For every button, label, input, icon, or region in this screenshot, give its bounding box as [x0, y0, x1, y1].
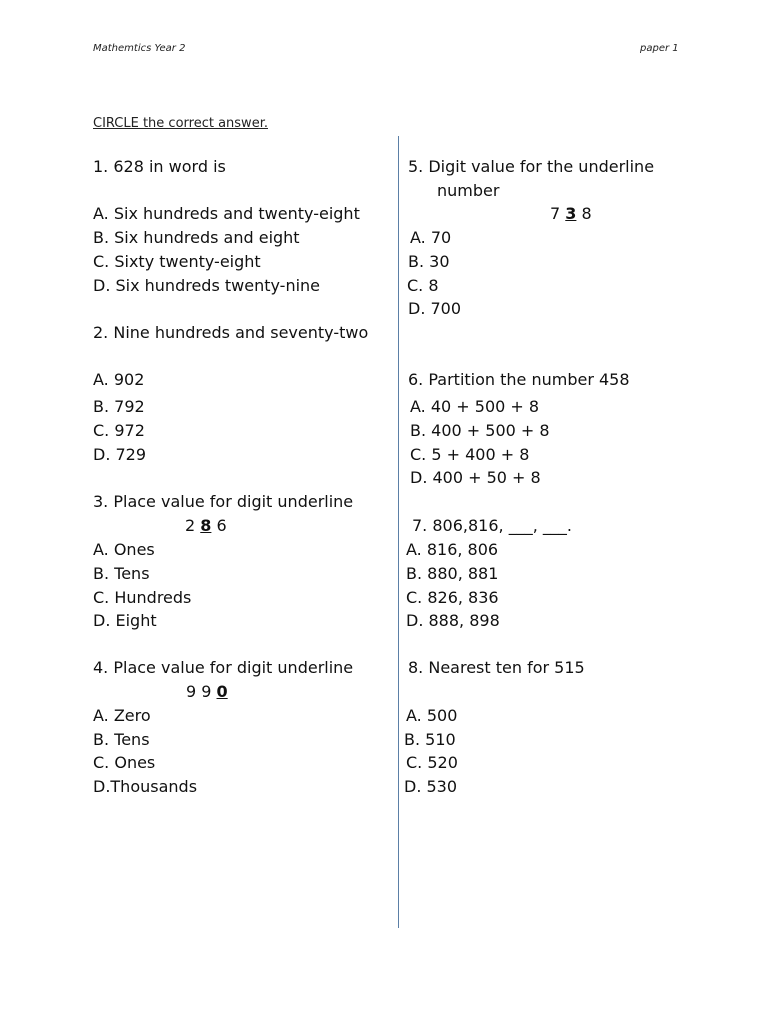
q1-option-c[interactable]: C. Sixty twenty-eight — [93, 252, 261, 271]
q2-option-a[interactable]: A. 902 — [93, 370, 145, 389]
q2-option-c[interactable]: C. 972 — [93, 421, 145, 440]
column-divider — [398, 136, 399, 928]
q7-prompt: 7. 806,816, ___, ___. — [412, 516, 572, 535]
q3-option-a[interactable]: A. Ones — [93, 540, 155, 559]
q2-option-d[interactable]: D. 729 — [93, 445, 147, 464]
header-subject: Mathemtics Year 2 — [93, 43, 186, 54]
q5-option-b[interactable]: B. 30 — [408, 252, 450, 271]
q2-prompt: 2. Nine hundreds and seventy-two — [93, 323, 369, 342]
q2-option-b[interactable]: B. 792 — [93, 397, 145, 416]
q8-option-d[interactable]: D. 530 — [404, 777, 458, 796]
q6-option-c[interactable]: C. 5 + 400 + 8 — [410, 445, 530, 464]
q8-option-c[interactable]: C. 520 — [406, 753, 458, 772]
q8-option-a[interactable]: A. 500 — [406, 706, 458, 725]
q6-prompt: 6. Partition the number 458 — [408, 370, 630, 389]
q6-option-a[interactable]: A. 40 + 500 + 8 — [410, 397, 540, 416]
q5-number: 7 3 8 — [550, 204, 592, 223]
q6-option-b[interactable]: B. 400 + 500 + 8 — [410, 421, 550, 440]
q1-option-d[interactable]: D. Six hundreds twenty-nine — [93, 276, 321, 295]
q4-option-a[interactable]: A. Zero — [93, 706, 151, 725]
q1-option-b[interactable]: B. Six hundreds and eight — [93, 228, 300, 247]
q5-option-d[interactable]: D. 700 — [408, 299, 462, 318]
q8-prompt: 8. Nearest ten for 515 — [408, 658, 585, 677]
instruction: CIRCLE the correct answer. — [93, 116, 268, 131]
q5-underlined-digit: 3 — [565, 204, 577, 223]
q3-number: 2 8 6 — [185, 516, 227, 535]
q4-option-c[interactable]: C. Ones — [93, 753, 156, 772]
q4-option-b[interactable]: B. Tens — [93, 730, 150, 749]
q5-option-a[interactable]: A. 70 — [410, 228, 452, 247]
q3-option-b[interactable]: B. Tens — [93, 564, 150, 583]
q3-option-c[interactable]: C. Hundreds — [93, 588, 192, 607]
q6-option-d[interactable]: D. 400 + 50 + 8 — [410, 468, 541, 487]
q5-option-c[interactable]: C. 8 — [407, 276, 439, 295]
q7-option-d[interactable]: D. 888, 898 — [406, 611, 500, 630]
q4-prompt: 4. Place value for digit underline — [93, 658, 354, 677]
q7-option-c[interactable]: C. 826, 836 — [406, 588, 499, 607]
q3-prompt: 3. Place value for digit underline — [93, 492, 354, 511]
q4-number: 9 9 0 — [186, 682, 228, 701]
q4-underlined-digit: 0 — [216, 682, 228, 701]
q3-underlined-digit: 8 — [200, 516, 212, 535]
q5-prompt-continued: number — [437, 181, 500, 200]
q8-option-b[interactable]: B. 510 — [404, 730, 456, 749]
q7-option-a[interactable]: A. 816, 806 — [406, 540, 499, 559]
q5-prompt: 5. Digit value for the underline — [408, 157, 655, 176]
q1-prompt: 1. 628 in word is — [93, 157, 226, 176]
q7-option-b[interactable]: B. 880, 881 — [406, 564, 499, 583]
q3-option-d[interactable]: D. Eight — [93, 611, 157, 630]
q4-option-d[interactable]: D.Thousands — [93, 777, 198, 796]
q1-option-a[interactable]: A. Six hundreds and twenty-eight — [93, 204, 360, 223]
header-paper: paper 1 — [640, 43, 679, 54]
